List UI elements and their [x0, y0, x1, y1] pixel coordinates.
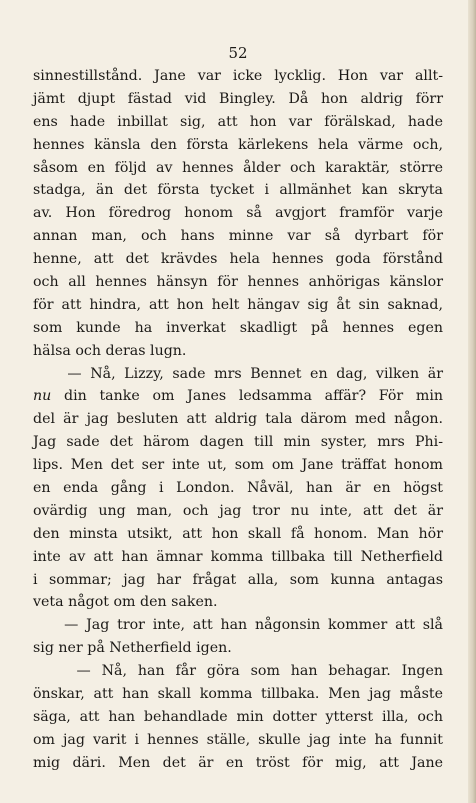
text-line: — Jag tror inte, att han någonsin kommer att slå — [33, 617, 443, 634]
text-line: ens hade inbillat sig, att hon var förälskad, hade — [33, 113, 443, 130]
text-line: en enda gång i London. Nåväl, han är en högst — [33, 480, 443, 497]
text-line: nu din tanke om Janes ledsamma affär? För min — [33, 388, 443, 405]
text-line: inte av att han ämnar komma tillbaka till Netherfield — [33, 548, 443, 565]
page-edge — [468, 0, 476, 803]
text-line: hälsa och deras lugn. — [33, 342, 187, 359]
text-line: henne, att det krävdes hela hennes goda förstånd — [33, 251, 443, 268]
text-line: sig ner på Netherfield igen. — [33, 640, 232, 657]
text-line: ovärdig ung man, och jag tror nu inte, att det är — [33, 502, 443, 519]
text-line: önskar, att han skall komma tillbaka. Men jag måste — [33, 686, 443, 703]
text-line: i sommar; jag har frågat alla, som kunna antagas — [33, 571, 443, 588]
text-line: om jag varit i hennes ställe, skulle jag inte ha funnit — [33, 731, 443, 748]
text-line: jämt djupt fästad vid Bingley. Då hon aldrig förr — [33, 90, 443, 107]
text-line: — Nå, Lizzy, sade mrs Bennet en dag, vilken är — [33, 365, 443, 382]
page-number: 52 — [228, 44, 248, 62]
body-text — [33, 65, 443, 775]
text-line: lips. Men det ser inte ut, som om Jane träffat honom — [33, 457, 443, 474]
text-line: del är jag besluten att aldrig tala därom med någon. — [33, 411, 443, 428]
text-line: — Nå, han får göra som han behagar. Ingen — [33, 663, 443, 680]
text-line: såsom en följd av hennes ålder och karaktär, större — [33, 159, 443, 176]
text-line: hennes känsla den första kärlekens hela värme och, — [33, 136, 443, 153]
text-line: och all hennes hänsyn för hennes anhörigas känslor — [33, 274, 443, 291]
text-line: stadga, än det första tycket i allmänhet kan skryta — [33, 182, 443, 199]
text-line: för att hindra, att hon helt hängav sig åt sin saknad, — [33, 296, 443, 313]
text-line: av. Hon föredrog honom så avgjort framför varje — [33, 205, 443, 222]
text-line: mig däri. Men det är en tröst för mig, att Jane — [33, 754, 443, 771]
text-line: sinnestillstånd. Jane var icke lycklig. Hon var allt- — [33, 68, 443, 84]
text-line: annan man, och hans minne var så dyrbart för — [33, 228, 443, 245]
text-line: Jag sade det härom dagen till min syster, mrs Phi- — [33, 434, 443, 451]
text-line: säga, att han behandlade min dotter ytterst illa, och — [33, 708, 443, 725]
text-line: som kunde ha inverkat skadligt på hennes egen — [33, 319, 443, 336]
text-line: den minsta utsikt, att hon skall få honom. Man hör — [33, 525, 443, 542]
text-line: veta något om den saken. — [33, 594, 218, 611]
